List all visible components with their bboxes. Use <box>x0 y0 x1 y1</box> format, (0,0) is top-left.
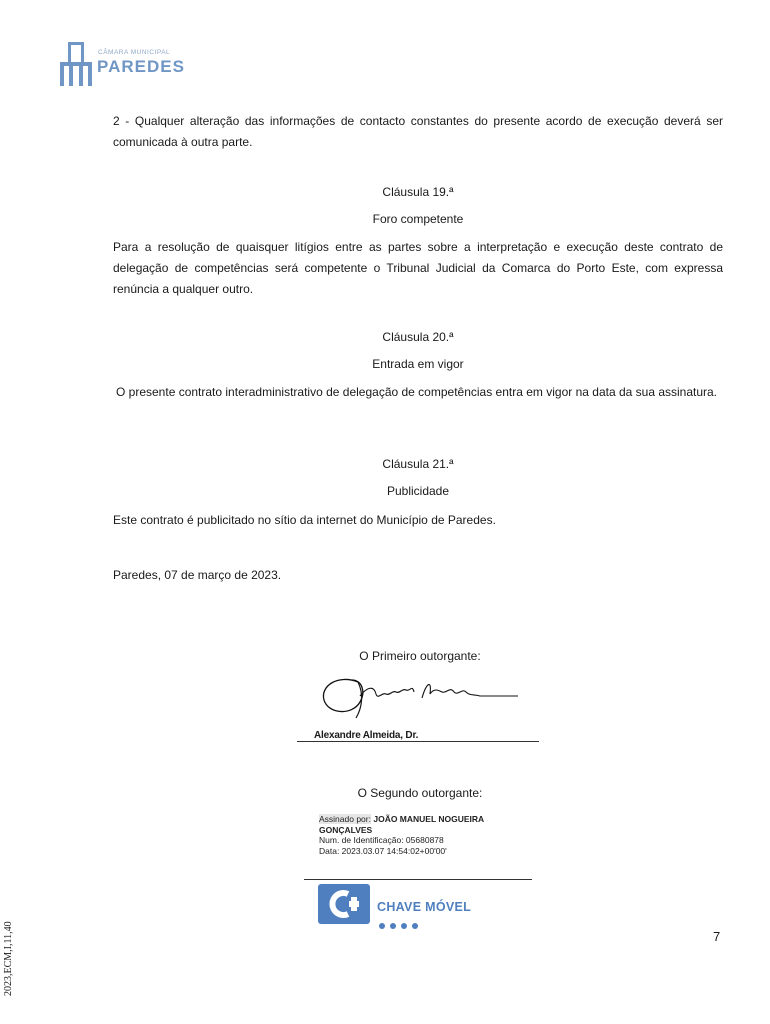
clause-21-subtitle: Publicidade <box>386 484 450 498</box>
municipality-logo <box>58 40 188 90</box>
clause-20-title: Cláusula 20.ª <box>382 330 454 344</box>
clause-21-title: Cláusula 21.ª <box>382 457 454 471</box>
logo-subtitle: CÂMARA MUNICIPAL <box>98 49 171 56</box>
clause-19-subtitle: Foro competente <box>372 212 464 226</box>
first-signature-line <box>297 741 539 742</box>
first-signatory-name: Alexandre Almeida, Dr. <box>314 730 419 741</box>
signature-timestamp: Data: 2023.03.07 14:54:02+00'00' <box>319 845 447 856</box>
chave-movel-label: CHAVE MÓVEL <box>377 900 472 914</box>
clause-19-text: Para a resolução de quaisquer litígios entre as partes sobre a interpretação e execução deste contrato de delegação de competências será competente o Tribunal Judicial da Comarca do Porto Este, com expressa renúncia a qualquer outro. <box>113 240 723 296</box>
paragraph-contact-change: 2 - Qualquer alteração das informações de contacto constantes do presente acordo de execução deverá ser comunicada à outra parte. <box>113 114 723 149</box>
signed-by-name: JOÃO MANUEL NOGUEIRA <box>373 814 485 824</box>
clause-19-title: Cláusula 19.ª <box>382 185 454 199</box>
place-and-date: Paredes, 07 de março de 2023. <box>113 568 282 582</box>
chave-movel-icon <box>318 884 370 924</box>
clause-20-text: O presente contrato interadministrativo de delegação de competências entra em vigor na data da sua assinatura. <box>116 385 718 399</box>
clause-20-subtitle: Entrada em vigor <box>372 357 464 371</box>
handwritten-signature <box>318 672 523 720</box>
second-signatory-label: O Segundo outorgante: <box>357 786 483 800</box>
clause-21-text: Este contrato é publicitado no sítio da internet do Município de Paredes. <box>113 513 496 527</box>
second-signature-line <box>304 879 532 880</box>
chave-movel-dots <box>379 916 423 934</box>
signed-by-label: Assinado por: <box>319 814 371 824</box>
signed-by-name-continued: GONÇALVES <box>319 824 373 835</box>
document-reference-code: 2023,ECM,I,11,40 <box>3 921 14 996</box>
municipality-logo-icon <box>58 40 94 88</box>
logo-title: PAREDES <box>97 57 185 76</box>
page-number: 7 <box>713 929 721 944</box>
signer-id-number: Num. de Identificação: 05680878 <box>319 835 444 845</box>
first-signatory-label: O Primeiro outorgante: <box>359 649 481 663</box>
digital-signature-block <box>319 814 484 856</box>
chave-movel-badge <box>318 884 472 926</box>
